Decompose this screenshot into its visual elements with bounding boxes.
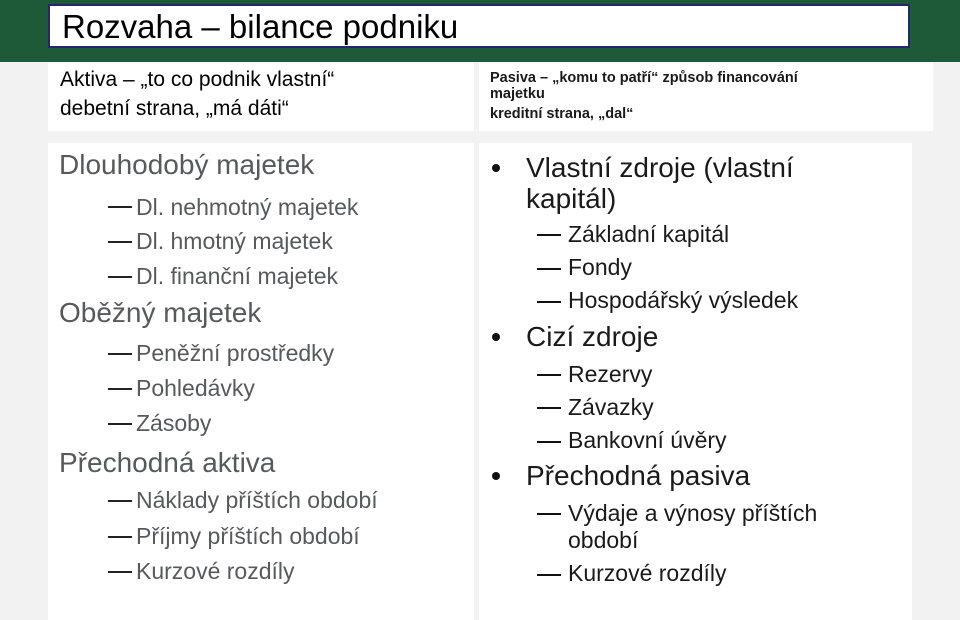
dash-icon xyxy=(537,374,561,376)
dash-icon xyxy=(537,407,561,409)
list-item: Kurzové rozdíly xyxy=(568,560,727,586)
list-item: Hospodářský výsledek xyxy=(568,287,799,313)
list-item: Dl. hmotný majetek xyxy=(136,228,333,254)
list-item: Příjmy příštích období xyxy=(136,523,360,549)
dash-icon xyxy=(537,441,561,443)
liabilities-group-heading: kapitál) xyxy=(526,183,617,214)
dash-icon xyxy=(537,234,561,236)
assets-group-heading: Dlouhodobý majetek xyxy=(59,149,315,180)
bullet-icon xyxy=(492,472,500,480)
liabilities-group-heading: Vlastní zdroje (vlastní xyxy=(526,152,794,183)
assets-header xyxy=(48,62,474,131)
dash-icon xyxy=(108,571,132,573)
dash-icon xyxy=(537,574,561,576)
liabilities-header-line2: majetku xyxy=(490,86,545,102)
assets-panel xyxy=(48,143,474,620)
list-item: Kurzové rozdíly xyxy=(136,558,295,584)
list-item: Pohledávky xyxy=(136,375,255,401)
assets-header-line2: debetní strana, „má dáti“ xyxy=(60,97,289,120)
dash-icon xyxy=(108,276,132,278)
dash-icon xyxy=(108,388,132,390)
list-item: Náklady příštích období xyxy=(136,487,378,513)
list-item: Bankovní úvěry xyxy=(568,427,727,453)
liabilities-header xyxy=(479,62,933,131)
assets-group-heading: Oběžný majetek xyxy=(59,297,262,328)
liabilities-panel xyxy=(479,143,912,620)
dash-icon xyxy=(537,301,561,303)
list-item: Závazky xyxy=(568,394,654,420)
bullet-icon xyxy=(492,333,500,341)
dash-icon xyxy=(108,500,132,502)
list-item: Základní kapitál xyxy=(568,221,730,247)
list-item: Dl. nehmotný majetek xyxy=(136,194,359,220)
assets-header-line1: Aktiva – „to co podnik vlastní“ xyxy=(60,68,335,91)
page-title: Rozvaha – bilance podniku xyxy=(62,8,459,45)
bullet-icon xyxy=(492,164,500,172)
liabilities-group-heading: Cizí zdroje xyxy=(526,321,659,352)
assets-group-heading: Přechodná aktiva xyxy=(59,447,276,478)
liabilities-header-line1: Pasiva – „komu to patří“ způsob financování xyxy=(490,70,798,86)
dash-icon xyxy=(108,536,132,538)
dash-icon xyxy=(537,268,561,270)
liabilities-group-heading: Přechodná pasiva xyxy=(526,460,751,491)
list-item: Fondy xyxy=(568,254,632,280)
dash-icon xyxy=(108,241,132,243)
list-item: Výdaje a výnosy příštích xyxy=(568,500,818,526)
dash-icon xyxy=(537,513,561,515)
list-item: Dl. finanční majetek xyxy=(136,263,338,289)
title-box xyxy=(48,4,910,48)
list-item: Zásoby xyxy=(136,410,212,436)
dash-icon xyxy=(108,423,132,425)
dash-icon xyxy=(108,206,132,208)
list-item: období xyxy=(568,527,639,553)
list-item: Rezervy xyxy=(568,361,653,387)
dash-icon xyxy=(108,353,132,355)
list-item: Peněžní prostředky xyxy=(136,340,335,366)
liabilities-header-line3: kreditní strana, „dal“ xyxy=(490,106,634,122)
